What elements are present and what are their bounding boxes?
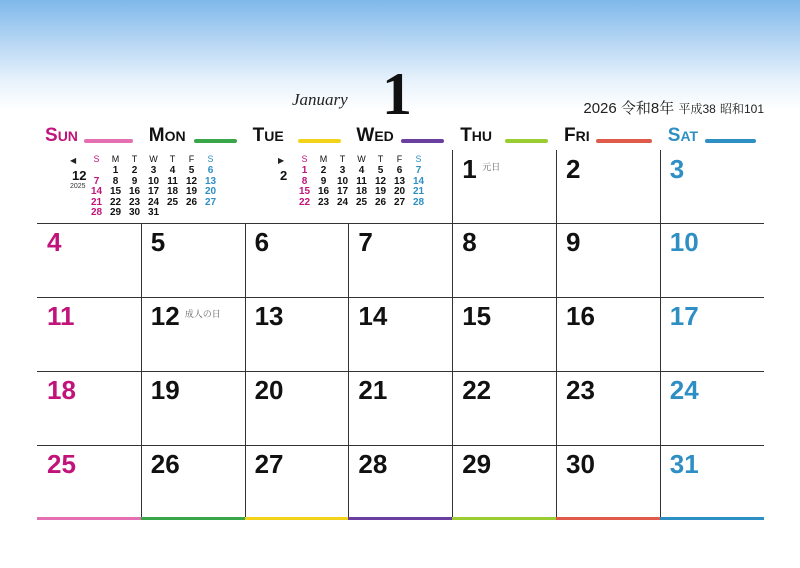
day-cell[interactable] [37,223,141,297]
mini-day: 23 [128,196,141,208]
holiday-label: 元日 [482,162,501,172]
weekday-initial: S [667,125,681,146]
day-cell[interactable] [141,297,245,371]
day-cell[interactable] [348,223,452,297]
month-number: 1 [382,61,412,127]
mini-weekday-header: M [111,153,120,164]
day-number: 13 [254,301,284,331]
reiwa-era: 令和8年 [620,100,675,117]
grid-horizontal-line [37,445,764,446]
weekday-initial: W [356,125,375,146]
mini-day: 8 [112,175,119,187]
day-number: 3 [669,154,685,184]
mini-day: 7 [93,175,100,187]
mini-day: 4 [169,165,176,176]
mini-day: 10 [147,175,160,187]
weekday-rest: AT [680,128,699,144]
mini-day: 16 [317,186,330,197]
previous-arrow-icon: ◀ [70,156,77,165]
day-cell[interactable] [660,297,764,371]
mini-day: 3 [150,165,157,176]
weekday-color-bar [298,139,341,143]
day-number: 16 [566,301,595,331]
day-cell[interactable] [348,371,452,445]
bottom-color-segment [660,517,764,520]
weekday-rest: ON [164,128,186,144]
mini-day: 20 [204,186,217,197]
weekday-initial: T [460,125,472,146]
mini-day: 10 [336,175,349,187]
day-cell[interactable] [556,371,660,445]
mini-day: 18 [166,186,179,197]
bottom-color-segment [348,517,452,520]
day-number: 6 [254,227,270,257]
mini-day: 26 [374,196,387,208]
mini-weekday-header: T [377,153,384,164]
day-cell[interactable] [660,223,764,297]
mini-day: 13 [393,175,406,187]
mini-day: 25 [355,196,368,208]
mini-calendar-table [295,152,428,208]
day-cell[interactable] [245,223,349,297]
mini-day: 6 [207,165,214,176]
day-cell[interactable] [141,223,245,297]
mini-weekday-header: F [396,153,403,164]
mini-month-number: 2 [280,168,288,183]
mini-weekday-header: S [207,153,214,164]
mini-day: 27 [204,196,217,208]
weekday-initial: M [148,125,165,146]
mini-day [201,208,220,219]
day-number: 17 [669,301,699,331]
mini-day: 2 [131,165,138,176]
weekday-rest: UE [264,128,284,144]
mini-day: 16 [128,186,141,197]
day-number: 5 [150,227,166,257]
weekday-header-saturday [668,125,768,147]
mini-weekday-header: W [357,153,366,164]
grid-horizontal-line [37,371,764,372]
day-cell[interactable] [660,371,764,445]
mini-day [87,166,106,177]
mini-day: 22 [109,196,122,208]
mini-day: 9 [131,175,138,187]
mini-day: 15 [109,186,122,197]
weekday-header-tuesday [253,125,353,147]
mini-weekday-header: T [131,153,138,164]
mini-weekday-header: T [339,153,346,164]
bottom-color-segment [141,517,245,520]
mini-day: 26 [185,196,198,208]
day-cell[interactable] [452,445,556,519]
day-number: 20 [254,375,284,405]
mini-month-number: 12 [72,168,87,183]
weekday-rest: UN [57,128,78,144]
weekday-color-bar [84,139,133,143]
mini-day: 24 [147,196,160,208]
mini-day: 24 [336,196,349,208]
day-number: 27 [254,449,284,479]
mini-day: 5 [377,165,384,176]
day-cell[interactable] [245,445,349,519]
mini-day: 7 [415,165,422,176]
mini-day: 11 [167,175,178,187]
weekday-label [460,125,492,147]
day-number: 11 [47,301,75,331]
weekday-initial: T [252,125,265,146]
heisei-era: 平成38 [678,102,716,116]
mini-day: 28 [90,207,103,218]
day-number: 10 [669,227,699,257]
mini-day: 2 [320,165,327,176]
mini-day: 29 [109,207,122,218]
day-number: 25 [47,449,76,479]
day-cell[interactable] [556,297,660,371]
mini-day [163,208,182,219]
weekday-color-bar [705,139,756,143]
day-cell[interactable] [37,297,141,371]
day-cell[interactable] [452,150,556,223]
day-number: 4 [47,227,62,257]
day-number: 19 [150,375,180,405]
weekday-header-sunday [45,125,145,147]
mini-weekday-header: T [169,153,176,164]
day-number: 14 [358,301,388,331]
weekday-initial: S [45,125,58,146]
weekday-rest: RI [575,128,590,144]
weekday-label [253,125,284,147]
next-arrow-icon: ▶ [278,156,285,165]
day-number: 24 [669,375,699,405]
day-number: 21 [358,375,388,405]
day-cell[interactable] [37,371,141,445]
day-cell[interactable] [141,371,245,445]
showa-era: 昭和101 [719,102,764,116]
day-number: 30 [566,449,595,479]
mini-calendar-previous-month [70,152,250,224]
mini-day: 17 [336,186,349,197]
weekday-label [149,125,186,147]
mini-day: 12 [374,175,387,187]
mini-day: 31 [147,207,160,218]
mini-day: 19 [374,186,387,197]
mini-day: 20 [393,186,406,197]
day-number: 28 [358,449,388,479]
mini-day: 25 [166,196,179,208]
day-number: 12 [150,301,180,331]
mini-day: 30 [128,207,141,218]
day-cell[interactable] [452,371,556,445]
day-number: 9 [566,227,581,257]
mini-weekday-header: S [301,153,308,164]
mini-day: 21 [90,196,103,208]
day-number: 26 [150,449,180,479]
day-cell[interactable] [348,445,452,519]
mini-day: 5 [188,165,195,176]
mini-weekday-header: M [319,153,328,164]
mini-day: 9 [320,175,327,187]
mini-day: 12 [185,175,198,187]
day-cell[interactable] [452,223,556,297]
grid-vertical-line [556,150,557,519]
mini-day: 11 [356,175,367,187]
weekday-label [668,125,698,147]
mini-weekday-header: S [415,153,422,164]
day-number: 22 [462,375,492,405]
mini-year: 2025 [70,183,86,190]
mini-day: 17 [147,186,160,197]
day-cell[interactable] [141,445,245,519]
weekday-header-thursday [460,125,560,147]
mini-weekday-header: S [93,153,100,164]
mini-day: 15 [298,186,311,197]
day-number: 18 [47,375,76,405]
weekday-header-friday [564,125,664,147]
weekday-rest: ED [374,128,394,144]
weekday-initial: F [564,125,576,146]
weekday-label [564,125,590,147]
mini-day: 28 [412,196,425,208]
bottom-color-segment [37,517,141,520]
weekday-rest: HU [471,128,493,144]
weekday-color-bar [596,139,652,143]
year-info [583,97,764,118]
mini-day [182,208,201,219]
weekday-label [356,125,393,147]
mini-day: 8 [301,175,308,187]
day-number: 8 [462,227,477,257]
mini-calendar-table [87,152,220,219]
day-cell[interactable] [660,445,764,519]
day-cell[interactable] [245,297,349,371]
bottom-color-segment [245,517,349,520]
month-name: January [292,90,348,109]
mini-day: 19 [185,186,198,197]
day-cell[interactable] [556,223,660,297]
day-cell[interactable] [245,371,349,445]
mini-day: 23 [317,196,330,208]
mini-day: 1 [301,165,308,176]
day-number: 15 [462,301,492,331]
day-cell[interactable] [556,445,660,519]
weekday-color-bar [505,139,548,143]
weekday-header-monday [149,125,249,147]
day-number: 1 [462,154,477,184]
mini-day: 6 [396,165,403,176]
day-cell[interactable] [348,297,452,371]
year: 2026 [583,100,617,117]
bottom-color-segment [452,517,556,520]
mini-calendar-next-month [278,152,458,224]
mini-day: 4 [358,165,365,176]
mini-day: 13 [204,175,217,187]
weekday-color-bar [194,139,237,143]
weekday-color-bar [401,139,444,143]
day-number: 7 [358,227,373,257]
grid-vertical-line [660,150,661,519]
day-number: 29 [462,449,492,479]
day-number: 23 [566,375,595,405]
mini-day: 3 [339,165,346,176]
mini-day: 18 [355,186,368,197]
grid-horizontal-line [37,297,764,298]
mini-weekday-header: F [188,153,195,164]
mini-weekday-header: W [149,153,158,164]
weekday-header-wednesday [356,125,456,147]
bottom-color-segment [556,517,660,520]
holiday-label: 成人の日 [184,309,221,319]
mini-day: 21 [412,186,425,197]
day-cell[interactable] [37,445,141,519]
day-number: 31 [669,449,699,479]
day-cell[interactable] [660,150,764,223]
day-cell[interactable] [556,150,660,223]
mini-day: 22 [298,196,311,208]
mini-day: 14 [412,175,425,187]
mini-day: 27 [393,196,406,208]
mini-day: 1 [112,165,119,176]
weekday-label [45,125,78,147]
mini-day: 14 [90,186,103,197]
day-cell[interactable] [452,297,556,371]
day-number: 2 [566,154,581,184]
